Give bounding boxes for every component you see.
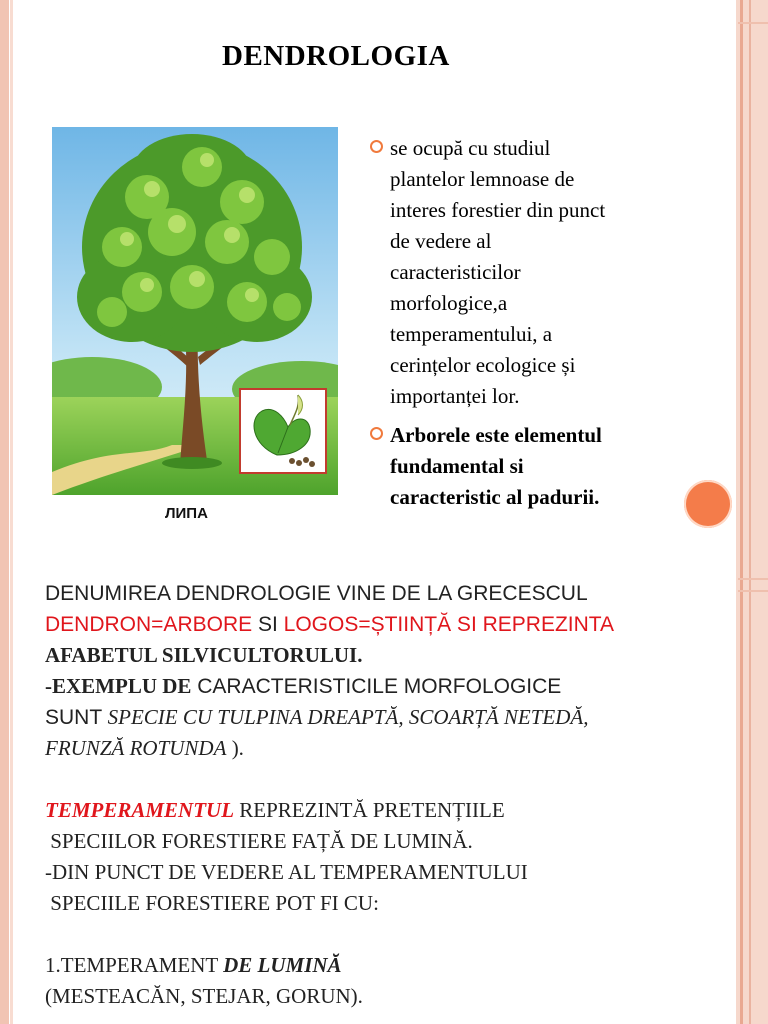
left-border-inner: [10, 0, 13, 1024]
text-span: (MESTEACĂN, STEJAR, GORUN).: [45, 984, 363, 1008]
text-span: CARACTERISTICILE MORFOLOGICE: [191, 675, 562, 698]
text-span: SPECIILOR FORESTIERE FAȚĂ DE LUMINĂ.: [45, 829, 473, 853]
text-span: 1.TEMPERAMENT: [45, 953, 224, 977]
highlight-temperamentul: TEMPERAMENTUL: [45, 798, 235, 822]
body-line: [45, 826, 735, 857]
spacer: [45, 919, 735, 950]
bullet-item: [370, 133, 670, 412]
body-line: [45, 578, 735, 609]
bullet-text-line: Arborele este elementul: [390, 423, 602, 447]
border-tick: [738, 590, 768, 592]
body-line: [45, 733, 735, 764]
body-line: [45, 609, 735, 640]
stripe: [740, 0, 743, 1024]
body-text: [45, 578, 735, 1012]
text-span: ).: [226, 736, 244, 760]
bullet-text-line: caracteristicilor: [390, 260, 521, 284]
bullet-text-line: fundamental si: [390, 454, 524, 478]
text-span: SPECIE CU TULPINA DREAPTĂ, SCOARȚĂ NETEDĂ,: [107, 705, 589, 729]
text-span: DENUMIREA DENDROLOGIE VINE DE LA GRECESCUL: [45, 582, 588, 605]
circle-bullet-icon: [370, 427, 383, 440]
text-span: SUNT: [45, 706, 108, 729]
page-title: DENDROLOGIA: [222, 40, 450, 72]
border-tick: [738, 578, 768, 580]
body-line: [45, 981, 735, 1012]
linden-leaf-inset: [240, 389, 326, 473]
orange-dot-decoration: [684, 480, 732, 528]
bullet-text-line: se ocupă cu studiul: [390, 136, 551, 160]
right-decorative-border: [736, 0, 768, 1024]
text-span: AFABETUL SILVICULTORULUI.: [45, 643, 363, 667]
body-line: [45, 795, 735, 826]
text-span: -DIN PUNCT DE VEDERE AL TEMPERAMENTULUI: [45, 860, 528, 884]
linden-tree-illustration: [52, 127, 338, 495]
spacer: [45, 764, 735, 795]
bullet-item: [370, 420, 670, 513]
bullet-text-line: morfologice,a: [390, 291, 508, 315]
bullet-list: [370, 133, 670, 513]
text-span: REPREZINTĂ PRETENȚIILE: [234, 798, 505, 822]
bullet-text-line: importanței lor.: [390, 384, 520, 408]
bullet-text-line: de vedere al: [390, 229, 492, 253]
body-line: [45, 950, 735, 981]
body-line: [45, 888, 735, 919]
bullet-text-line: temperamentului, a: [390, 322, 553, 346]
circle-bullet-icon: [370, 140, 383, 153]
text-span: DE LUMINĂ: [223, 953, 342, 977]
bullet-text-line: cerințelor ecologice și: [390, 353, 576, 377]
text-span: -EXEMPLU DE: [45, 674, 192, 698]
body-line: [45, 671, 735, 702]
image-caption: ЛИПА: [165, 505, 208, 522]
bullet-text-line: interes forestier din punct: [390, 198, 606, 222]
left-border: [0, 0, 9, 1024]
body-line: [45, 702, 735, 733]
text-span: SPECIILE FORESTIERE POT FI CU:: [45, 891, 379, 915]
highlight-dendron: DENDRON=ARBORE: [45, 613, 253, 636]
text-span: SI: [252, 613, 284, 636]
highlight-logos: LOGOS=ȘTIINȚĂ SI REPREZINTA: [283, 613, 615, 636]
bullet-text-line: plantelor lemnoase de: [390, 167, 575, 191]
border-tick: [738, 22, 768, 24]
body-line: [45, 640, 735, 671]
bullet-text-line: caracteristic al padurii.: [390, 485, 600, 509]
stripe: [749, 0, 751, 1024]
text-span: FRUNZĂ ROTUNDA: [45, 736, 227, 760]
body-line: [45, 857, 735, 888]
